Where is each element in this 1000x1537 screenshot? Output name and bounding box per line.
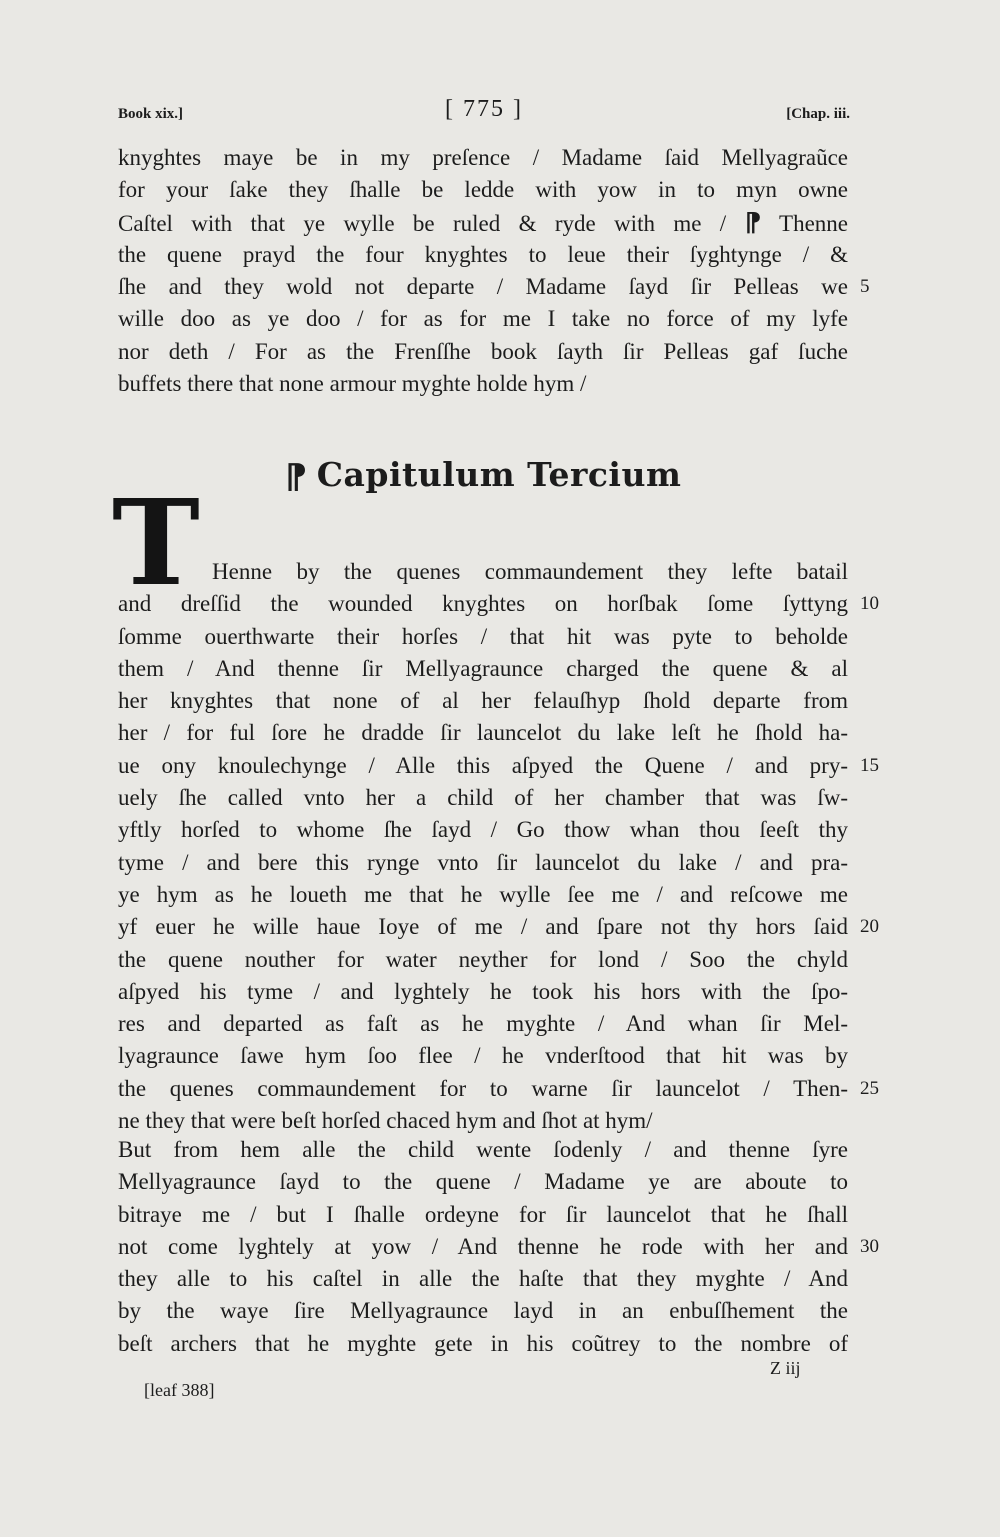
text-line: beſt archers that he myghte gete in his coũtrey to the nombre of — [118, 1330, 848, 1356]
line-number: 10 — [860, 593, 879, 615]
passage-2 — [118, 556, 879, 1137]
text-line: knyghtes maye be in my preſence / Madame ſaid Mellyagraũce — [118, 145, 848, 170]
passage-1 — [118, 142, 870, 400]
text-line: not come lyghtely at yow / And thenne he rode with her and 30 — [118, 1231, 848, 1263]
text-line: ſomme ouerthwarte their horſes / that hit was pyte to beholde — [118, 623, 848, 649]
text-line: by the waye ſire Mellyagraunce layd in an enbuſſhement the — [118, 1298, 848, 1324]
leaf-reference: [leaf 388] — [144, 1380, 215, 1400]
text-line: ſhe and they wold not departe / Madame ſayd ſir Pelleas we 5 — [118, 271, 848, 303]
text-line: But from hem alle the child wente ſodenly / and thenne ſyre — [118, 1137, 848, 1162]
pilcrow-icon: ¶ — [744, 207, 762, 238]
text-line: and dreſſid the wounded knyghtes on horſbak ſome ſyttyng 10 — [118, 588, 848, 620]
page-footer — [118, 1358, 848, 1414]
chapter-number: [Chap. iii. — [786, 106, 850, 122]
line-number: 25 — [860, 1077, 879, 1099]
text-line: ue ony knoulechynge / Alle this aſpyed the Quene / and pry- 15 — [118, 750, 848, 782]
line-number: 20 — [860, 916, 879, 938]
text-line: the quenes commaundement for to warne ſir launcelot / Then- 25 — [118, 1073, 848, 1105]
passage-3 — [118, 1134, 879, 1360]
text-line: uely ſhe called vnto her a child of her chamber that was ſw- — [118, 785, 848, 811]
book-number: Book xix.] — [118, 106, 184, 122]
text-line: lyagraunce ſawe hym ſoo flee / he vnderſtood that hit was by — [118, 1043, 848, 1069]
text-line: wille doo as ye doo / for as for me I take no force of my lyfe — [118, 306, 848, 332]
text-line: bitraye me / but I ſhalle ordeyne for ſir launcelot that he ſhall — [118, 1201, 848, 1227]
text-line: them / And thenne ſir Mellyagraunce charged the quene & al — [118, 655, 848, 681]
chapter-title: Capitulum Tercium — [316, 455, 682, 494]
text-line: aſpyed his tyme / and lyghtely he took his hors with the ſpo- — [118, 978, 848, 1004]
line-number: 30 — [860, 1235, 879, 1257]
text-line: Mellyagraunce ſayd to the quene / Madame ye are aboute to — [118, 1169, 848, 1195]
text-line: they alle to his caſtel in alle the haſte that they myghte / And — [118, 1266, 848, 1292]
text-line: res and departed as faſt as he myghte / And whan ſir Mel- — [118, 1011, 848, 1037]
text-line: the quene prayd the four knyghtes to leue their ſyghtynge / & — [118, 241, 848, 267]
text-line: her knyghtes that none of al her felauſhyp ſhold departe from — [118, 688, 848, 714]
line-number: 5 — [860, 276, 870, 298]
text-line: tyme / and bere this rynge vnto ſir launcelot du lake / and pra- — [118, 849, 848, 875]
chapter-heading — [118, 455, 848, 497]
text-line: ne they that were beſt horſed chaced hym and ſhot at hym/ — [118, 1108, 653, 1134]
text-line: yftly horſed to whome ſhe ſayd / Go thow whan thou ſeeſt thy — [118, 817, 848, 843]
text-line: buffets there that none armour myghte holde hym / — [118, 371, 587, 397]
line-number: 15 — [860, 754, 879, 776]
text-line: her / for ful ſore he dradde ſir launcelot du lake leſt he ſhold ha- — [118, 720, 848, 746]
signature-mark: Z iij — [770, 1358, 801, 1378]
text-line: ye hym as he loueth me that he wylle ſee me / and reſcowe me — [118, 881, 848, 907]
pilcrow-icon: ¶ — [284, 457, 307, 497]
running-head — [118, 96, 850, 132]
text-line: yf euer he wille haue Ioye of me / and ſpare not thy hors ſaid 20 — [118, 911, 848, 943]
text-line: the quene nouther for water neyther for lond / Soo the chyld — [118, 946, 848, 972]
text-line: Henne by the quenes commaundement they lefte batail — [212, 559, 848, 584]
drop-cap: T — [112, 473, 200, 612]
text-line: for your ſake they ſhalle be ledde with yow in to myn owne — [118, 177, 848, 203]
text-line: nor deth / For as the Frenſſhe book ſayth ſir Pelleas gaf ſuche — [118, 338, 848, 364]
text-line: Caſtel with that ye wylle be ruled & ryde with me / ¶ Thenne — [118, 207, 848, 238]
page-number: [ 775 ] — [445, 96, 523, 122]
